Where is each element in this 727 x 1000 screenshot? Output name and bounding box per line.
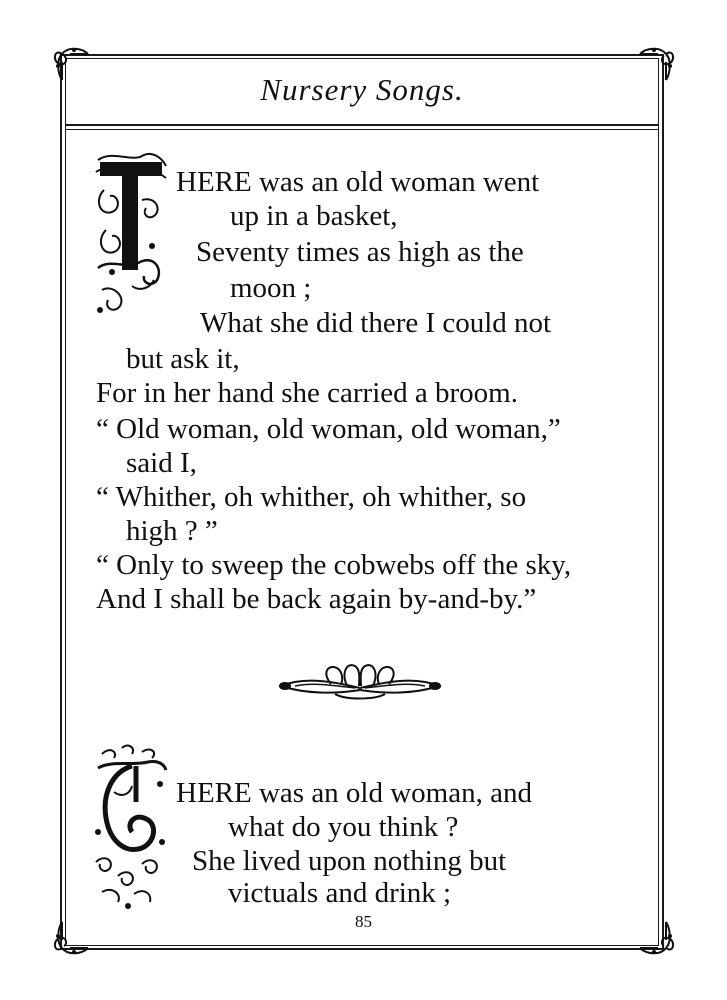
- poem-line: Seventy times as high as the: [196, 236, 524, 268]
- poem-line: what do you think ?: [228, 811, 459, 843]
- floral-divider-icon: [275, 654, 445, 706]
- poem-line: “ Whither, oh whither, oh whither, so: [96, 481, 527, 513]
- poem-line: For in her hand she carried a broom.: [96, 377, 518, 409]
- poem-line: moon ;: [230, 272, 312, 304]
- page-title: Nursery Songs.: [260, 72, 464, 107]
- poem-line: And I shall be back again by-and-by.”: [96, 583, 537, 615]
- poem-line: up in a basket,: [230, 200, 398, 232]
- poem-line: but ask it,: [126, 343, 240, 375]
- poem-line: high ? ”: [126, 515, 218, 547]
- poem-line: HERE was an old woman went: [176, 166, 540, 198]
- poem-line: “ Only to sweep the cobwebs off the sky,: [96, 549, 572, 581]
- ivy-initial-t-icon: [92, 742, 170, 912]
- page-number: 85: [355, 912, 372, 931]
- poem-line: What she did there I could not: [200, 307, 552, 339]
- poem-line: victuals and drink ;: [228, 877, 452, 909]
- poem-line: She lived upon nothing but: [192, 845, 507, 877]
- poem-line: HERE was an old woman, and: [176, 777, 532, 809]
- poem-line: “ Old woman, old woman, old woman,”: [96, 413, 561, 445]
- poem-line: said I,: [126, 447, 197, 479]
- ornate-initial-t-icon: [92, 150, 170, 320]
